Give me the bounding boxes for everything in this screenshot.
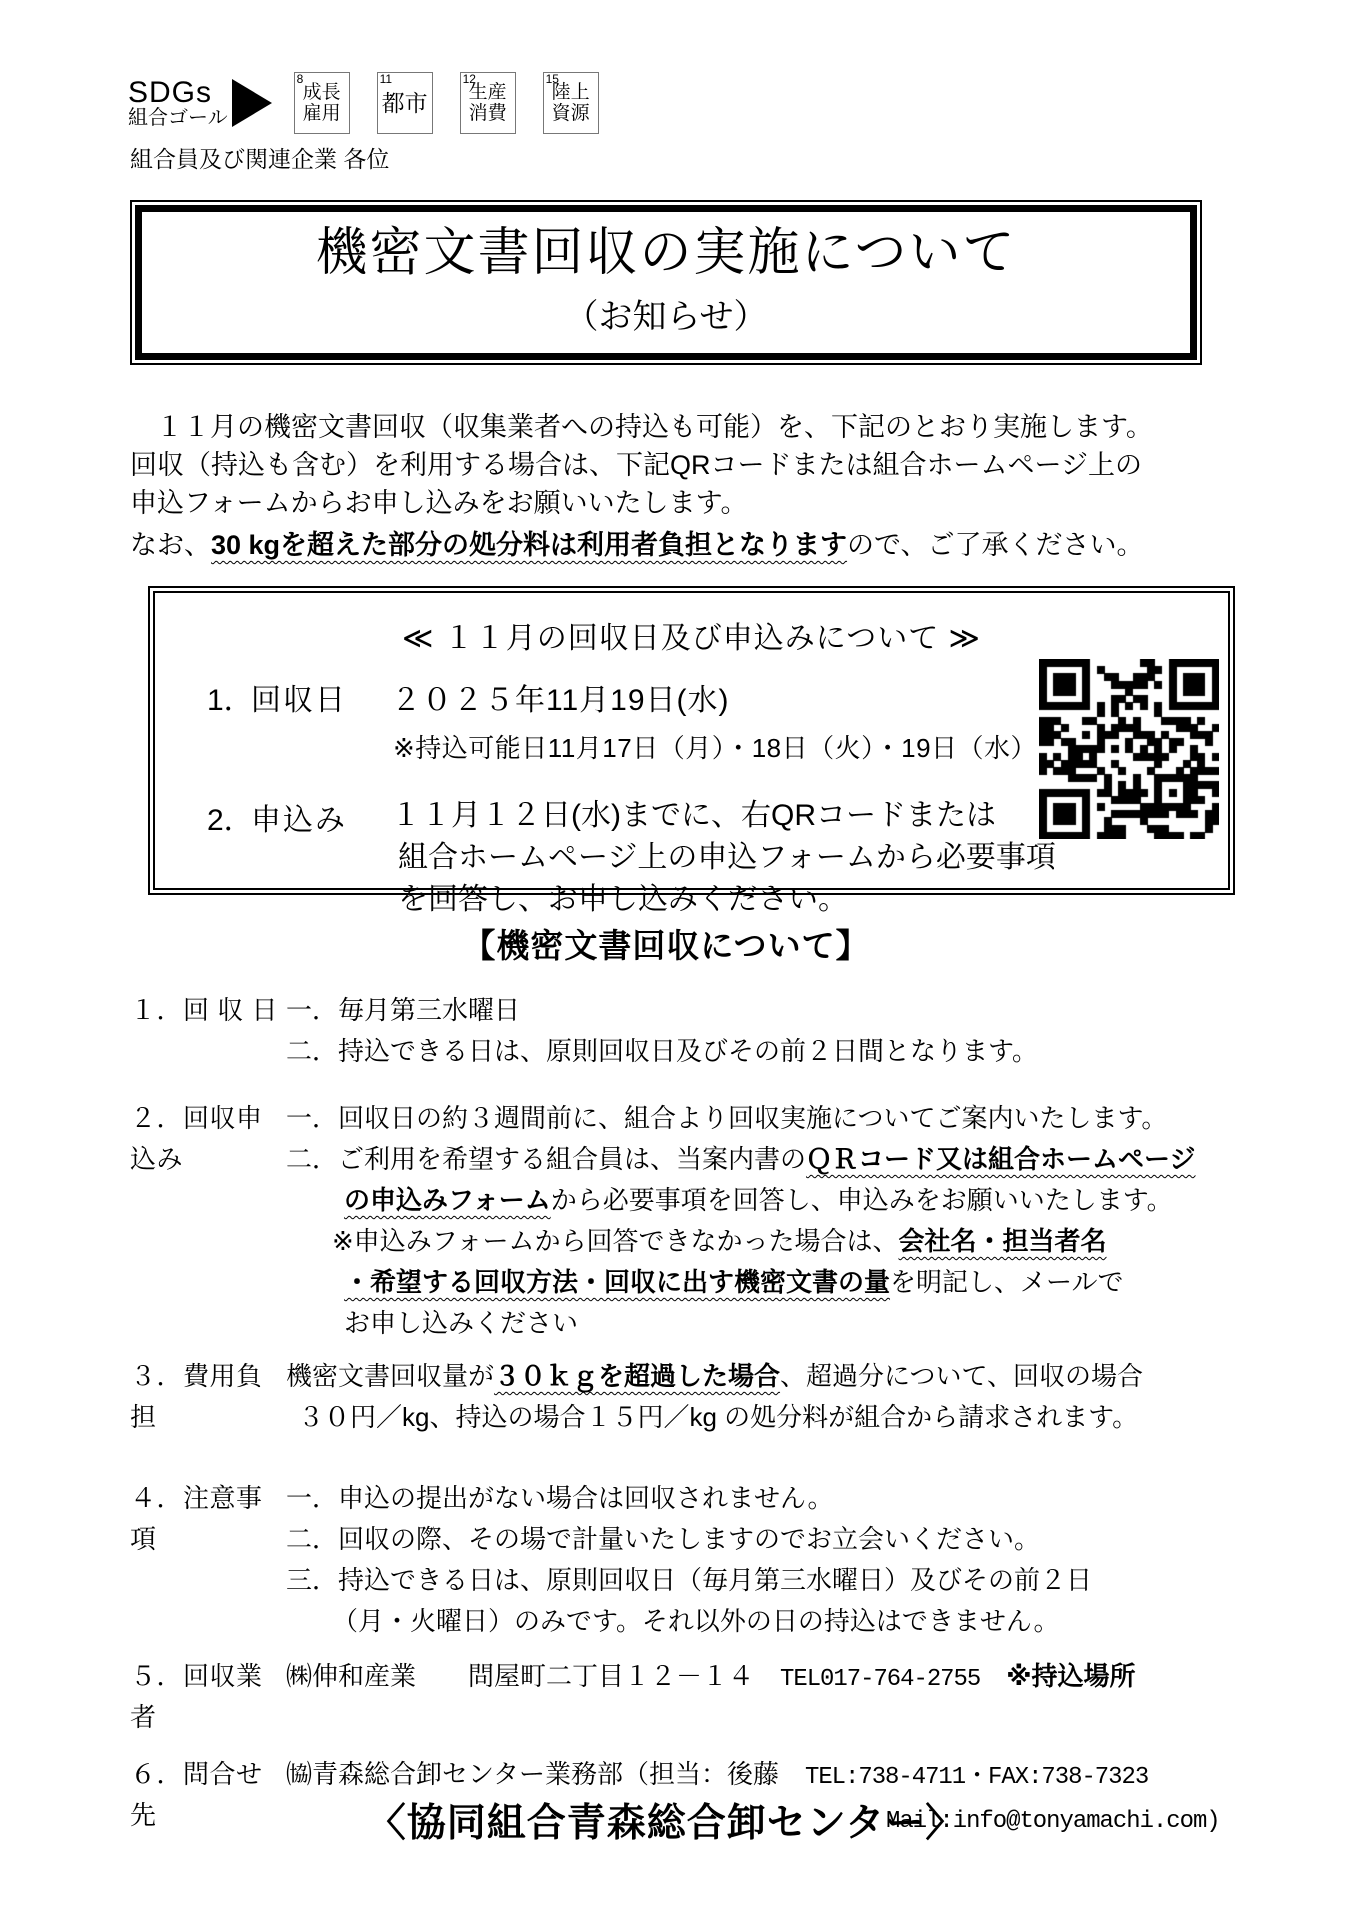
item-label: ６．問合せ先 (130, 1759, 263, 1830)
page-subtitle: （お知らせ） (564, 298, 768, 337)
title-box (130, 200, 1202, 365)
organization-name: 〈協同組合青森総合卸センター〉 (366, 1802, 966, 1845)
item-number: 1． (207, 684, 254, 717)
page-title: 機密文書回収の実施について (315, 224, 1017, 282)
item-line: お申し込みください (344, 1308, 579, 1338)
item-line: 二．持込できる日は、原則回収日及びその前２日間となります。 (286, 1036, 1038, 1066)
item-label: ４．注意事項 (130, 1483, 263, 1554)
item-line: ・希望する回収方法・回収に出す機密文書の量を明記し、メールで (344, 1267, 1124, 1297)
item-number: 2． (207, 804, 254, 837)
item-label: ２．回収申込み (130, 1103, 263, 1174)
intro-line: １１月の機密文書回収（収集業者への持込も可能）を、下記のとおり実施します。 (156, 412, 1153, 442)
list-item-notes (130, 1478, 1242, 1642)
intro-line: 回収（持込も含む）を利用する場合は、下記QRコードまたは組合ホームページ上の (130, 450, 1142, 480)
badge-label: 消費 (468, 103, 507, 124)
item-lines (286, 1356, 1242, 1438)
list-item-application (130, 1098, 1242, 1344)
item-label: ３．費用負担 (130, 1361, 263, 1432)
sdgs-badges (294, 72, 599, 134)
dropoff-dates-note: ※持込可能日11月17日（月）・18日（火）・19日（水） (393, 733, 1038, 763)
badge-number: 11 (379, 72, 393, 86)
sdgs-badge-8 (294, 72, 350, 134)
schedule-box-inner (153, 591, 1230, 916)
qr-code (1039, 659, 1219, 839)
item-lines (286, 990, 1242, 1072)
badge-label: 成長 (302, 82, 341, 103)
badge-label: 生産 (468, 82, 507, 103)
application-line: を回答し、お申し込みください。 (398, 883, 848, 916)
badge-label: 資源 (551, 103, 590, 124)
item-line: ※申込みフォームから回答できなかった場合は、会社名・担当者名 (332, 1226, 1107, 1256)
badge-label: 都市 (381, 89, 428, 116)
item-line: 一．回収日の約３週間前に、組合より回収実施についてご案内いたします。 (286, 1103, 1168, 1133)
intro-paragraph (130, 408, 1240, 564)
item-line: ３０円／kg、持込の場合１５円／kg の処分料が組合から請求されます。 (298, 1402, 1139, 1432)
item-line: 機密文書回収量が３０ｋｇを超過した場合、超過分について、回収の場合 (286, 1361, 1143, 1391)
item-label: ５．回収業者 (130, 1661, 263, 1732)
title-box-inner (135, 205, 1197, 360)
item-label: 回収日 (251, 684, 347, 717)
item-line: 二．ご利用を希望する組合員は、当案内書のＱＲコード又は組合ホームページ (286, 1144, 1196, 1174)
about-list (130, 990, 1242, 1842)
sdgs-logo-top: SDGs (128, 75, 213, 109)
application-line: 組合ホームページ上の申込フォームから必要事項 (398, 841, 1056, 874)
badge-label: 雇用 (302, 103, 341, 124)
sdgs-badge-11 (377, 72, 433, 134)
item-line: 一．申込の提出がない場合は回収されません。 (286, 1483, 834, 1513)
item-label: １．回 収 日 (130, 995, 278, 1025)
intro-line: なお、30 kgを超えた部分の処分料は利用者負担となりますので、ご了承ください。 (130, 530, 1144, 560)
sdgs-badge-12 (460, 72, 516, 134)
contact-mail-line: Mail:info@tonyamachi.com) (886, 1808, 1220, 1835)
list-item-collection-day (130, 990, 1242, 1072)
badge-number: 8 (296, 72, 304, 86)
application-text (391, 795, 1056, 921)
collection-date: ２０２５年11月19日(水) (391, 684, 730, 717)
item-lines (286, 1098, 1242, 1344)
sdgs-logo-bottom: 組合ゴール (128, 107, 228, 130)
item-line: 三．持込できる日は、原則回収日（毎月第三水曜日）及びその前２日 (286, 1565, 1093, 1595)
list-item-cost (130, 1356, 1242, 1438)
application-line: １１月１２日(水)までに、右QRコードまたは (391, 799, 996, 832)
item-label: 申込み (251, 804, 347, 837)
sdgs-logo (128, 77, 228, 130)
item-line: 一．毎月第三水曜日 (286, 995, 521, 1025)
sdgs-header (128, 72, 599, 134)
badge-number: 12 (462, 72, 476, 86)
item-lines (286, 1656, 1242, 1738)
item-line: （月・火曜日）のみです。それ以外の日の持込はできません。 (332, 1606, 1060, 1636)
intro-line: 申込フォームからお申し込みをお願いいたします。 (130, 488, 748, 518)
schedule-box (148, 586, 1235, 916)
item-line: 二．回収の際、その場で計量いたしますのでお立会いください。 (286, 1524, 1041, 1554)
section-heading: 【機密文書回収について】 (462, 927, 870, 964)
badge-number: 15 (545, 72, 559, 86)
recipient-line: 組合員及び関連企業 各位 (130, 146, 390, 172)
item-lines (286, 1478, 1242, 1642)
schedule-heading: ≪ １１月の回収日及び申込みについて ≫ (402, 622, 981, 655)
list-item-contractor (130, 1656, 1242, 1738)
sdgs-badge-15 (543, 72, 599, 134)
arrow-right-icon (232, 79, 272, 127)
item-line: の申込みフォームから必要事項を回答し、申込みをお願いいたします。 (344, 1185, 1173, 1215)
item-line: ㈱伸和産業 問屋町二丁目１２－１４ TEL017-764-2755 ※持込場所 (286, 1661, 1136, 1693)
item-line: ㈿青森総合卸センター業務部（担当：後藤 TEL:738-4711・FAX:738-7323 (286, 1759, 1149, 1791)
badge-label: 陸上 (551, 82, 590, 103)
